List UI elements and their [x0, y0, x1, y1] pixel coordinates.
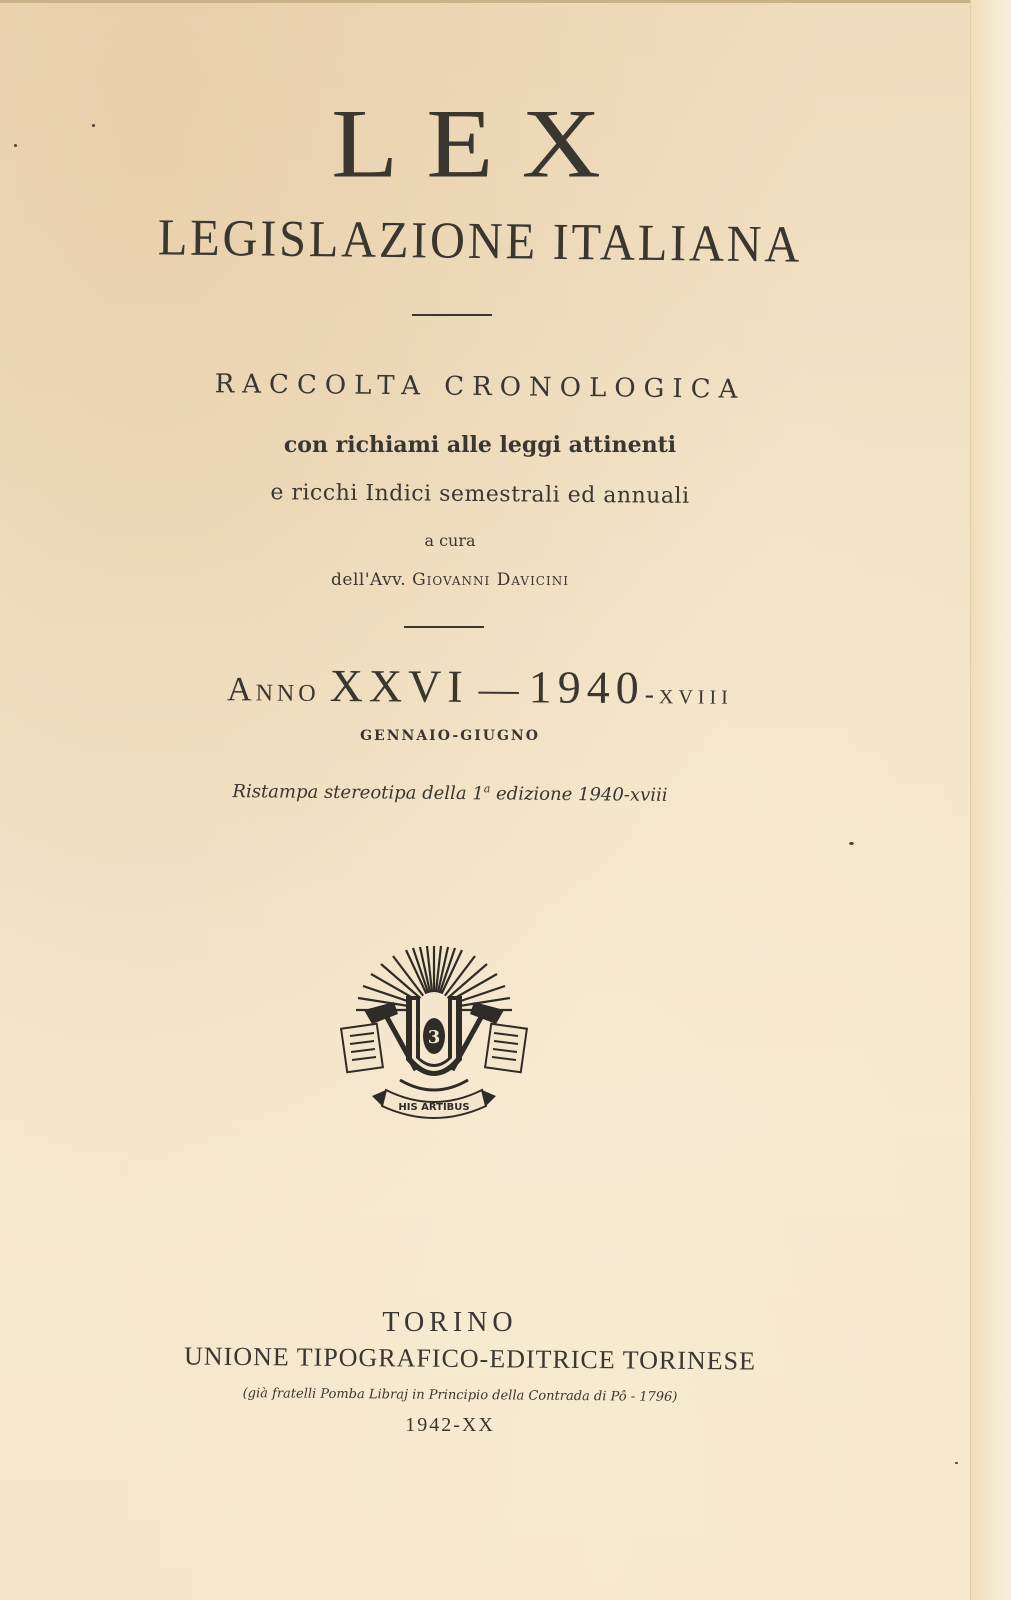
volume-line — [40, 659, 920, 722]
paper-speck — [14, 144, 17, 147]
publisher-emblem-icon — [336, 940, 532, 1126]
period: GENNAIO-GIUGNO — [360, 728, 540, 744]
main-title: LEX — [331, 88, 629, 198]
reprint-superscript: a — [483, 782, 491, 796]
paper-speck — [92, 124, 95, 127]
volume-year: 1940 — [528, 661, 645, 714]
reprint-text-end: edizione 1940-xviii — [490, 783, 668, 806]
description-line-1: con richiami alle leggi attinenti — [283, 432, 677, 458]
svg-text:3: 3 — [427, 1027, 441, 1048]
editor-credit — [40, 568, 860, 592]
era-year: -xviii — [644, 679, 733, 711]
adjacent-page-edge — [970, 0, 1011, 1600]
editor-prefix: dell'Avv. — [331, 570, 407, 590]
collection-title: RACCOLTA CRONOLOGICA — [214, 369, 746, 405]
divider-rule — [404, 626, 484, 628]
paper-speck — [955, 1462, 958, 1464]
publisher-name: UNIONE TIPOGRAFICO-EDITRICE TORINESE — [183, 1341, 757, 1376]
editor-name: Giovanni Davicini — [412, 570, 569, 590]
curated-by-label: a cura — [424, 531, 476, 550]
description-line-2: e ricchi Indici semestrali ed annuali — [270, 480, 690, 509]
emblem-motto: HIS ARTIBUS — [398, 1102, 470, 1113]
imprint-city: TORINO — [382, 1307, 518, 1338]
imprint-year: 1942-XX — [405, 1414, 495, 1436]
reprint-note — [40, 772, 860, 810]
page-top-edge — [0, 0, 1011, 3]
dash: — — [478, 665, 519, 712]
anno-label: Anno — [226, 671, 320, 709]
divider-rule — [412, 314, 492, 316]
paper-speck — [849, 842, 854, 845]
subtitle: LEGISLAZIONE ITALIANA — [157, 209, 803, 274]
publisher-history-note: (già fratelli Pomba Libraj in Principio della Contrada di Pô - 1796) — [242, 1386, 678, 1405]
reprint-text: Ristampa stereotipa della 1 — [232, 781, 484, 805]
anno-number: XXVI — [329, 659, 469, 712]
